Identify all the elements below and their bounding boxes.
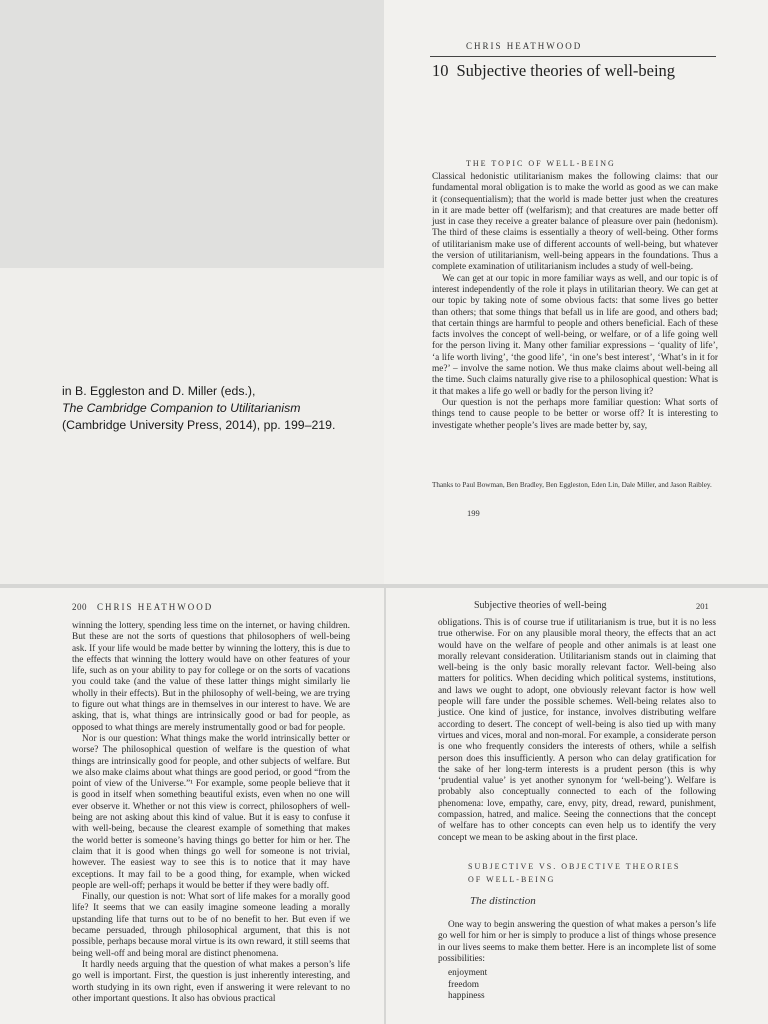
chapter-title: Subjective theories of well-being [456, 61, 676, 80]
page-200 [0, 588, 384, 1024]
list-item: enjoyment [448, 968, 488, 978]
paragraph: We can get at our topic in more familiar ways as well, and our topic is of interest independently of the role it plays in utilitarian theory. We can get at our topic by taking note of some obvious facts: that some lives go better than others; that some things that befall us in life are good, and others bad; that certain things are harmful to people and others beneficial. Each of these facts involves the concept of well-being, or welfare, or of a life going well for the person living it. Many other familiar expressions – ‘quality of life’, ‘a life worth living’, ‘the good life’, ‘in one’s best interest’, ‘What’s in it for me?’ – involve the same notion. We thus make claims about well-being all the time. Such claims naturally give rise to a philosophical question: What is it that makes a life go well or badly for the person living it? [432, 273, 718, 397]
paragraph: obligations. This is of course true if utilitarianism is true, but it is no less true otherwise. For on any plausible moral theory, the effects that an act would have on the welfare of people and other animals is at least one morally relevant consideration. Utilitarianism stands out in claiming that well-being is the only basic morally relevant factor. Well-being also matters for politics. When deciding which political systems, institutions, and laws we ought to adopt, one obviously relevant factor is how well people will fare under the possible schemes. Well-being relates also to justice. One kind of justice, for instance, involves distributing welfare according to desert. The concept of well-being is also tied up with many virtues and vices, moral and non-moral. For example, a considerate person is one who frequently considers the interests of others, while a selfish person does this insufficiently. A person who can delay gratification for the sake of her long-term interests is a prudent person (this is why ‘prudential value’ is yet another synonym for ‘well-being’). Welfare is probably also conceptually connected to each of the following phenomena: love, empathy, care, envy, pity, dread, reward, punishment, compassion, hatred, and malice. Seeing the connections that the concept of welfare has to other concepts can even help us to identify the very concept we mean to be asking about in the first place. [438, 618, 716, 843]
page-number-header [72, 602, 213, 612]
citation-line-1: in B. Eggleston and D. Miller (eds.), [62, 384, 256, 398]
paragraph: winning the lottery, spending less time on the internet, or having children. But these are not the sorts of questions that philosophers of well-being ask. If your life would be made better by winning the lottery, this is due to the effects that winning the lottery would have on other features of your life, such as on your ability to pay for college or on the sorts of vacations you could take (and the value of these latter things might similarly lie wholly in their effects). But in the philosophy of well-being, we are trying to figure out what things are in themselves in our interest to have. We are asking, that is, what things are intrinsically good or bad for people, as opposed to what things are merely instrumentally good or bad for people. [72, 621, 350, 733]
paragraph: Our question is not the perhaps more familiar question: What sorts of things tend to cause people to be better or worse off? It is interesting to investigate whether people’s lives are made better by, say, [432, 397, 718, 431]
list-item: happiness [448, 991, 485, 1001]
possibilities-list [448, 968, 487, 1003]
top-left-margin [0, 0, 384, 268]
running-head: CHRIS HEATHWOOD [466, 41, 583, 51]
footnote: Thanks to Paul Bowman, Ben Bradley, Ben Eggleston, Eden Lin, Dale Miller, and Jason Raibley. [432, 481, 712, 489]
paragraph: It hardly needs arguing that the question of what makes a person’s life go well is important. First, the question is just inherently interesting, and worth studying in its own right, even if answering it were relevant to no other important questions. It also has obvious practical [72, 959, 350, 1004]
section-heading-line-1: SUBJECTIVE VS. OBJECTIVE THEORIES [468, 862, 681, 871]
running-head: Subjective theories of well-being [474, 600, 607, 611]
body-column [72, 621, 350, 1005]
citation-line-2: The Cambridge Companion to Utilitarianism [62, 401, 301, 415]
citation-block [62, 383, 335, 434]
header-rule [430, 56, 716, 57]
chapter-number: 10 [432, 61, 449, 80]
page-199 [384, 0, 768, 584]
body-column-lower [438, 920, 716, 965]
running-head: CHRIS HEATHWOOD [97, 602, 214, 612]
page-number: 201 [696, 601, 709, 611]
section-heading: THE TOPIC OF WELL-BEING [466, 159, 616, 168]
paragraph: Finally, our question is not: What sort of life makes for a morally good life? It seems that we can easily imagine someone leading a morally upstanding life that turns out to be of no benefit to her. But even if we became persuaded, through philosophical argument, that this is not possible, perhaps because moral virtue is its own reward, it still seems that being well-off and being moral are distinct phenomena. [72, 892, 350, 959]
paragraph: One way to begin answering the question of what makes a person’s life go well for him or her is simply to produce a list of things whose presence in our lives seems to make them better. Here is an incomplete list of some possibilities: [438, 920, 716, 964]
subsection-heading: The distinction [470, 895, 536, 907]
chapter-heading [432, 61, 675, 81]
page-number: 200 [72, 602, 87, 612]
section-heading-line-2: OF WELL-BEING [468, 875, 556, 884]
page-201 [386, 588, 768, 1024]
body-column [438, 618, 716, 844]
body-column [432, 172, 718, 432]
paragraph: Classical hedonistic utilitarianism makes the following claims: that our fundamental moral obligation is to make the world as good as we can make it (consequentialism); that the world is made better just when the creatures in it are made better off (welfarism); and that creatures are made better off just in case they receive a greater balance of pleasure over pain (hedonism). The third of these claims is essentially a theory of well-being. Other forms of utilitarianism make use of different accounts of well-being, but whatever the version of utilitarianism, well-being appears in the foundations. Thus a complete examination of utilitarianism includes a study of well-being. [432, 172, 718, 273]
section-heading [468, 860, 680, 886]
citation-line-3: (Cambridge University Press, 2014), pp. 199–219. [62, 418, 336, 432]
page-number: 199 [467, 508, 480, 518]
list-item: freedom [448, 979, 479, 990]
paragraph: Nor is our question: What things make the world intrinsically better or worse? The philosophical question of welfare is the question of what things are intrinsically good for people, and other subjects of welfare. But we also make claims about what things are good period, or good “from the point of view of the Universe.”¹ For example, some people believe that it is good in itself when something beautiful exists, even when no one will ever observe it. Whether or not this view is correct, philosophers of well-being are not asking about this kind of value. But it is easy to confuse it with well-being, because the clearest example of something that makes the world better is someone’s having things go better for him or her. The claim that it is good when things go well for someone is not trivial, however. The easiest way to see this is to notice that it may have exceptions. It may fail to be a good thing, for example, when wicked people are well-off; perhaps it would be better if they were badly off. [72, 733, 350, 891]
